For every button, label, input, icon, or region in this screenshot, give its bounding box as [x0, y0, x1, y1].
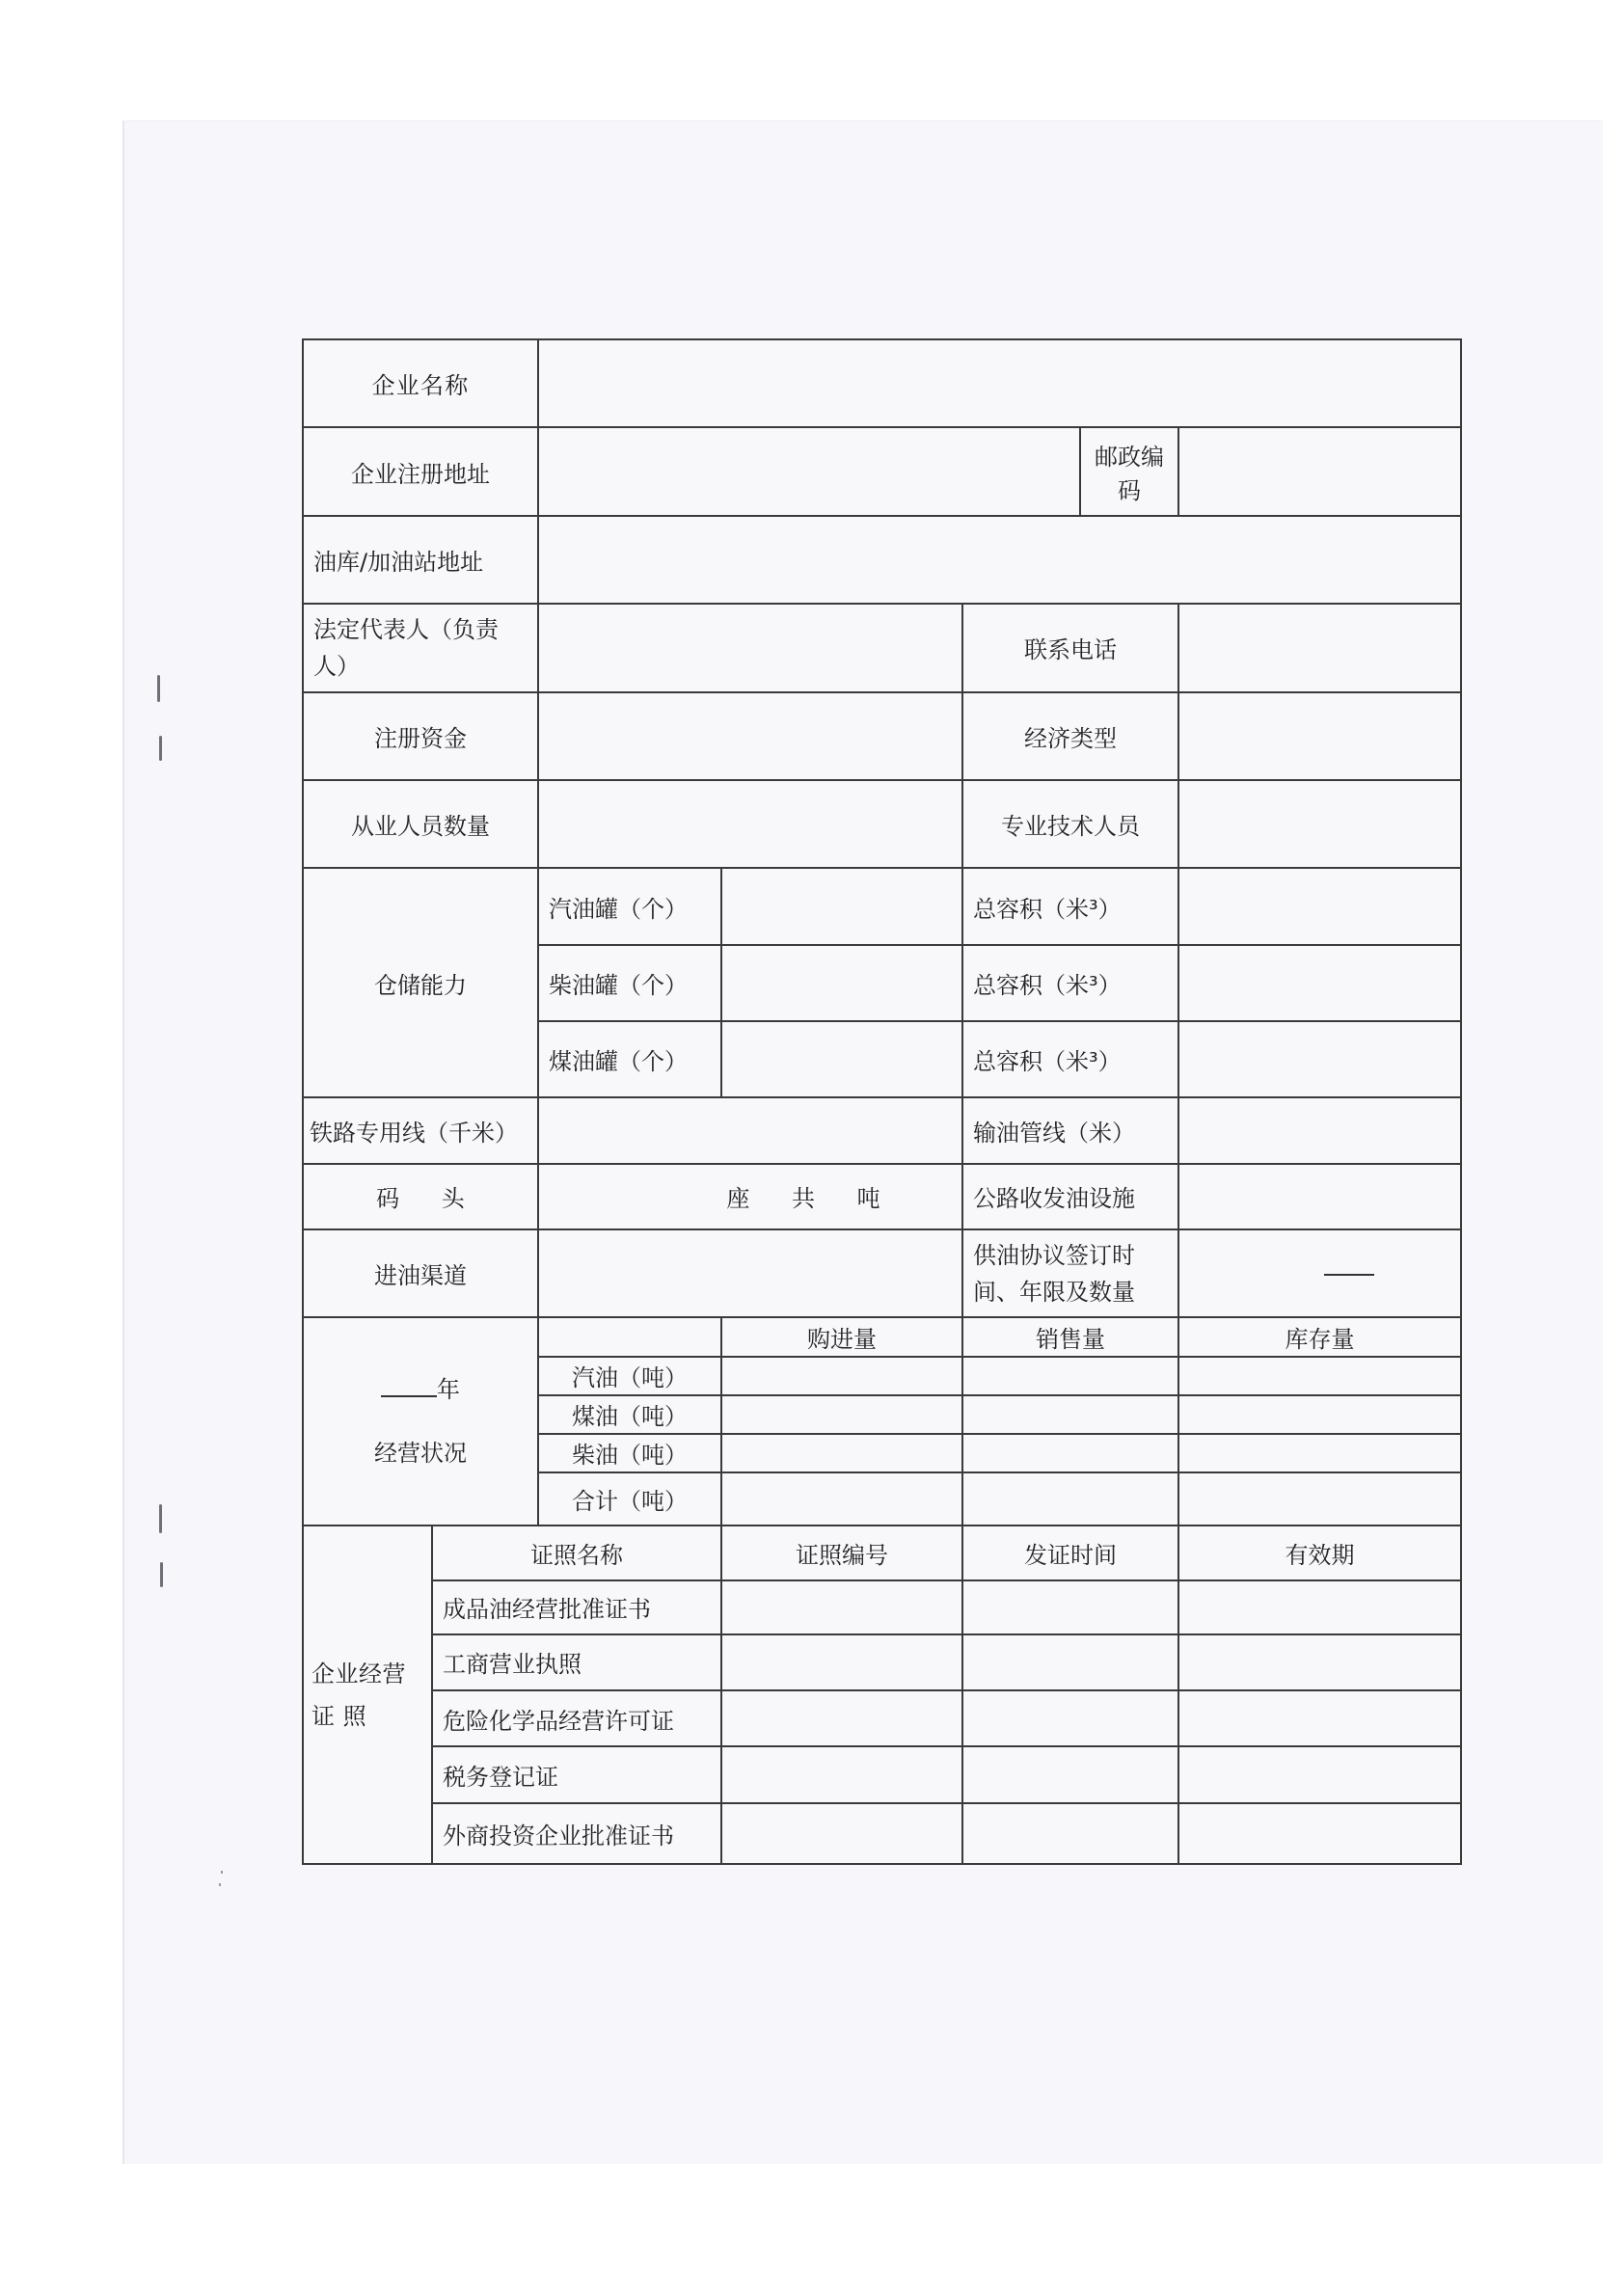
postal-code-label: 邮政编码	[1080, 427, 1178, 515]
operations-header-purchase: 购进量	[721, 1317, 962, 1356]
scan-speck	[219, 1883, 221, 1886]
operations-row-kerosene: 煤油（吨）	[538, 1395, 721, 1434]
license-name: 危险化学品经营许可证	[432, 1690, 721, 1746]
license-validity-field[interactable]	[1178, 1746, 1461, 1802]
gasoline-purchase-field[interactable]	[721, 1357, 962, 1395]
operations-header-sales: 销售量	[962, 1317, 1178, 1356]
depot-address-label: 油库/加油站地址	[303, 516, 538, 604]
diesel-inventory-field[interactable]	[1178, 1434, 1461, 1472]
kerosene-purchase-field[interactable]	[721, 1395, 962, 1434]
pipeline-field[interactable]	[1178, 1097, 1461, 1163]
employees-label: 从业人员数量	[303, 780, 538, 868]
road-facility-field[interactable]	[1178, 1164, 1461, 1229]
license-name: 成品油经营批准证书	[432, 1580, 721, 1634]
license-validity-field[interactable]	[1178, 1803, 1461, 1865]
license-issue-date-field[interactable]	[962, 1690, 1178, 1746]
operations-header-inventory: 库存量	[1178, 1317, 1461, 1356]
license-validity-field[interactable]	[1178, 1634, 1461, 1690]
operations-label-cell	[303, 1317, 538, 1526]
scan-speck	[221, 1871, 223, 1874]
railway-field[interactable]	[538, 1097, 962, 1163]
pipeline-label: 输油管线（米）	[962, 1097, 1178, 1163]
kerosene-volume-field[interactable]	[1178, 1021, 1461, 1097]
railway-label: 铁路专用线（千米）	[303, 1097, 538, 1163]
binding-mark	[157, 675, 160, 702]
license-issue-date-field[interactable]	[962, 1803, 1178, 1865]
kerosene-tank-field[interactable]	[721, 1021, 962, 1097]
phone-field[interactable]	[1178, 604, 1461, 691]
license-number-field[interactable]	[721, 1690, 962, 1746]
licenses-label: 企业经营证 照	[303, 1526, 432, 1864]
operations-row-total: 合计（吨）	[538, 1472, 721, 1526]
employees-field[interactable]	[538, 780, 962, 868]
gasoline-sales-field[interactable]	[962, 1357, 1178, 1395]
dock-label: 码 头	[303, 1164, 538, 1229]
total-sales-field[interactable]	[962, 1472, 1178, 1526]
license-number-field[interactable]	[721, 1803, 962, 1865]
license-name: 外商投资企业批准证书	[432, 1803, 721, 1865]
company-name-field[interactable]	[538, 339, 1461, 427]
diesel-tank-field[interactable]	[721, 945, 962, 1021]
supply-agreement-field[interactable]	[1178, 1229, 1461, 1317]
supply-channel-field[interactable]	[538, 1229, 962, 1317]
kerosene-volume-label: 总容积（米³）	[962, 1021, 1178, 1097]
gasoline-volume-field[interactable]	[1178, 868, 1461, 944]
licenses-header-name: 证照名称	[432, 1526, 721, 1580]
licenses-header-validity: 有效期	[1178, 1526, 1461, 1580]
operations-year	[313, 1370, 528, 1409]
diesel-volume-label: 总容积（米³）	[962, 945, 1178, 1021]
registered-capital-field[interactable]	[538, 692, 962, 780]
phone-label: 联系电话	[962, 604, 1178, 691]
operations-corner-cell	[538, 1317, 721, 1356]
gasoline-tank-field[interactable]	[721, 868, 962, 944]
registered-address-label: 企业注册地址	[303, 427, 538, 515]
license-number-field[interactable]	[721, 1580, 962, 1634]
year-blank[interactable]	[381, 1395, 437, 1397]
postal-code-field[interactable]	[1178, 427, 1461, 515]
operations-row-gasoline: 汽油（吨）	[538, 1357, 721, 1395]
year-suffix: 年	[437, 1376, 460, 1404]
license-number-field[interactable]	[721, 1634, 962, 1690]
technicians-label: 专业技术人员	[962, 780, 1178, 868]
economic-type-field[interactable]	[1178, 692, 1461, 780]
economic-type-label: 经济类型	[962, 692, 1178, 780]
registered-address-field[interactable]	[538, 427, 1080, 515]
licenses-header-issue-date: 发证时间	[962, 1526, 1178, 1580]
dock-units[interactable]: 座 共 吨	[538, 1164, 962, 1229]
binding-mark	[160, 1562, 163, 1587]
blank-dash	[1324, 1274, 1374, 1276]
kerosene-sales-field[interactable]	[962, 1395, 1178, 1434]
license-validity-field[interactable]	[1178, 1690, 1461, 1746]
total-purchase-field[interactable]	[721, 1472, 962, 1526]
gasoline-volume-label: 总容积（米³）	[962, 868, 1178, 944]
gasoline-tank-label: 汽油罐（个）	[538, 868, 721, 944]
diesel-volume-field[interactable]	[1178, 945, 1461, 1021]
license-validity-field[interactable]	[1178, 1580, 1461, 1634]
license-issue-date-field[interactable]	[962, 1634, 1178, 1690]
storage-label: 仓储能力	[303, 868, 538, 1097]
registered-capital-label: 注册资金	[303, 692, 538, 780]
operations-row-diesel: 柴油（吨）	[538, 1434, 721, 1472]
gasoline-inventory-field[interactable]	[1178, 1357, 1461, 1395]
diesel-tank-label: 柴油罐（个）	[538, 945, 721, 1021]
kerosene-inventory-field[interactable]	[1178, 1395, 1461, 1434]
total-inventory-field[interactable]	[1178, 1472, 1461, 1526]
operations-label: 经营状况	[374, 1440, 467, 1468]
diesel-purchase-field[interactable]	[721, 1434, 962, 1472]
enterprise-info-form	[302, 338, 1462, 1865]
license-name: 税务登记证	[432, 1746, 721, 1802]
legal-rep-field[interactable]	[538, 604, 962, 691]
diesel-sales-field[interactable]	[962, 1434, 1178, 1472]
supply-agreement-label: 供油协议签订时间、年限及数量	[962, 1229, 1178, 1317]
depot-address-field[interactable]	[538, 516, 1461, 604]
legal-rep-label: 法定代表人（负责人）	[303, 604, 538, 691]
supply-channel-label: 进油渠道	[303, 1229, 538, 1317]
binding-mark	[159, 1504, 162, 1533]
road-facility-label: 公路收发油设施	[962, 1164, 1178, 1229]
license-issue-date-field[interactable]	[962, 1746, 1178, 1802]
licenses-header-number: 证照编号	[721, 1526, 962, 1580]
license-name: 工商营业执照	[432, 1634, 721, 1690]
kerosene-tank-label: 煤油罐（个）	[538, 1021, 721, 1097]
license-issue-date-field[interactable]	[962, 1580, 1178, 1634]
binding-mark	[159, 736, 162, 761]
technicians-field[interactable]	[1178, 780, 1461, 868]
license-number-field[interactable]	[721, 1746, 962, 1802]
company-name-label: 企业名称	[303, 339, 538, 427]
